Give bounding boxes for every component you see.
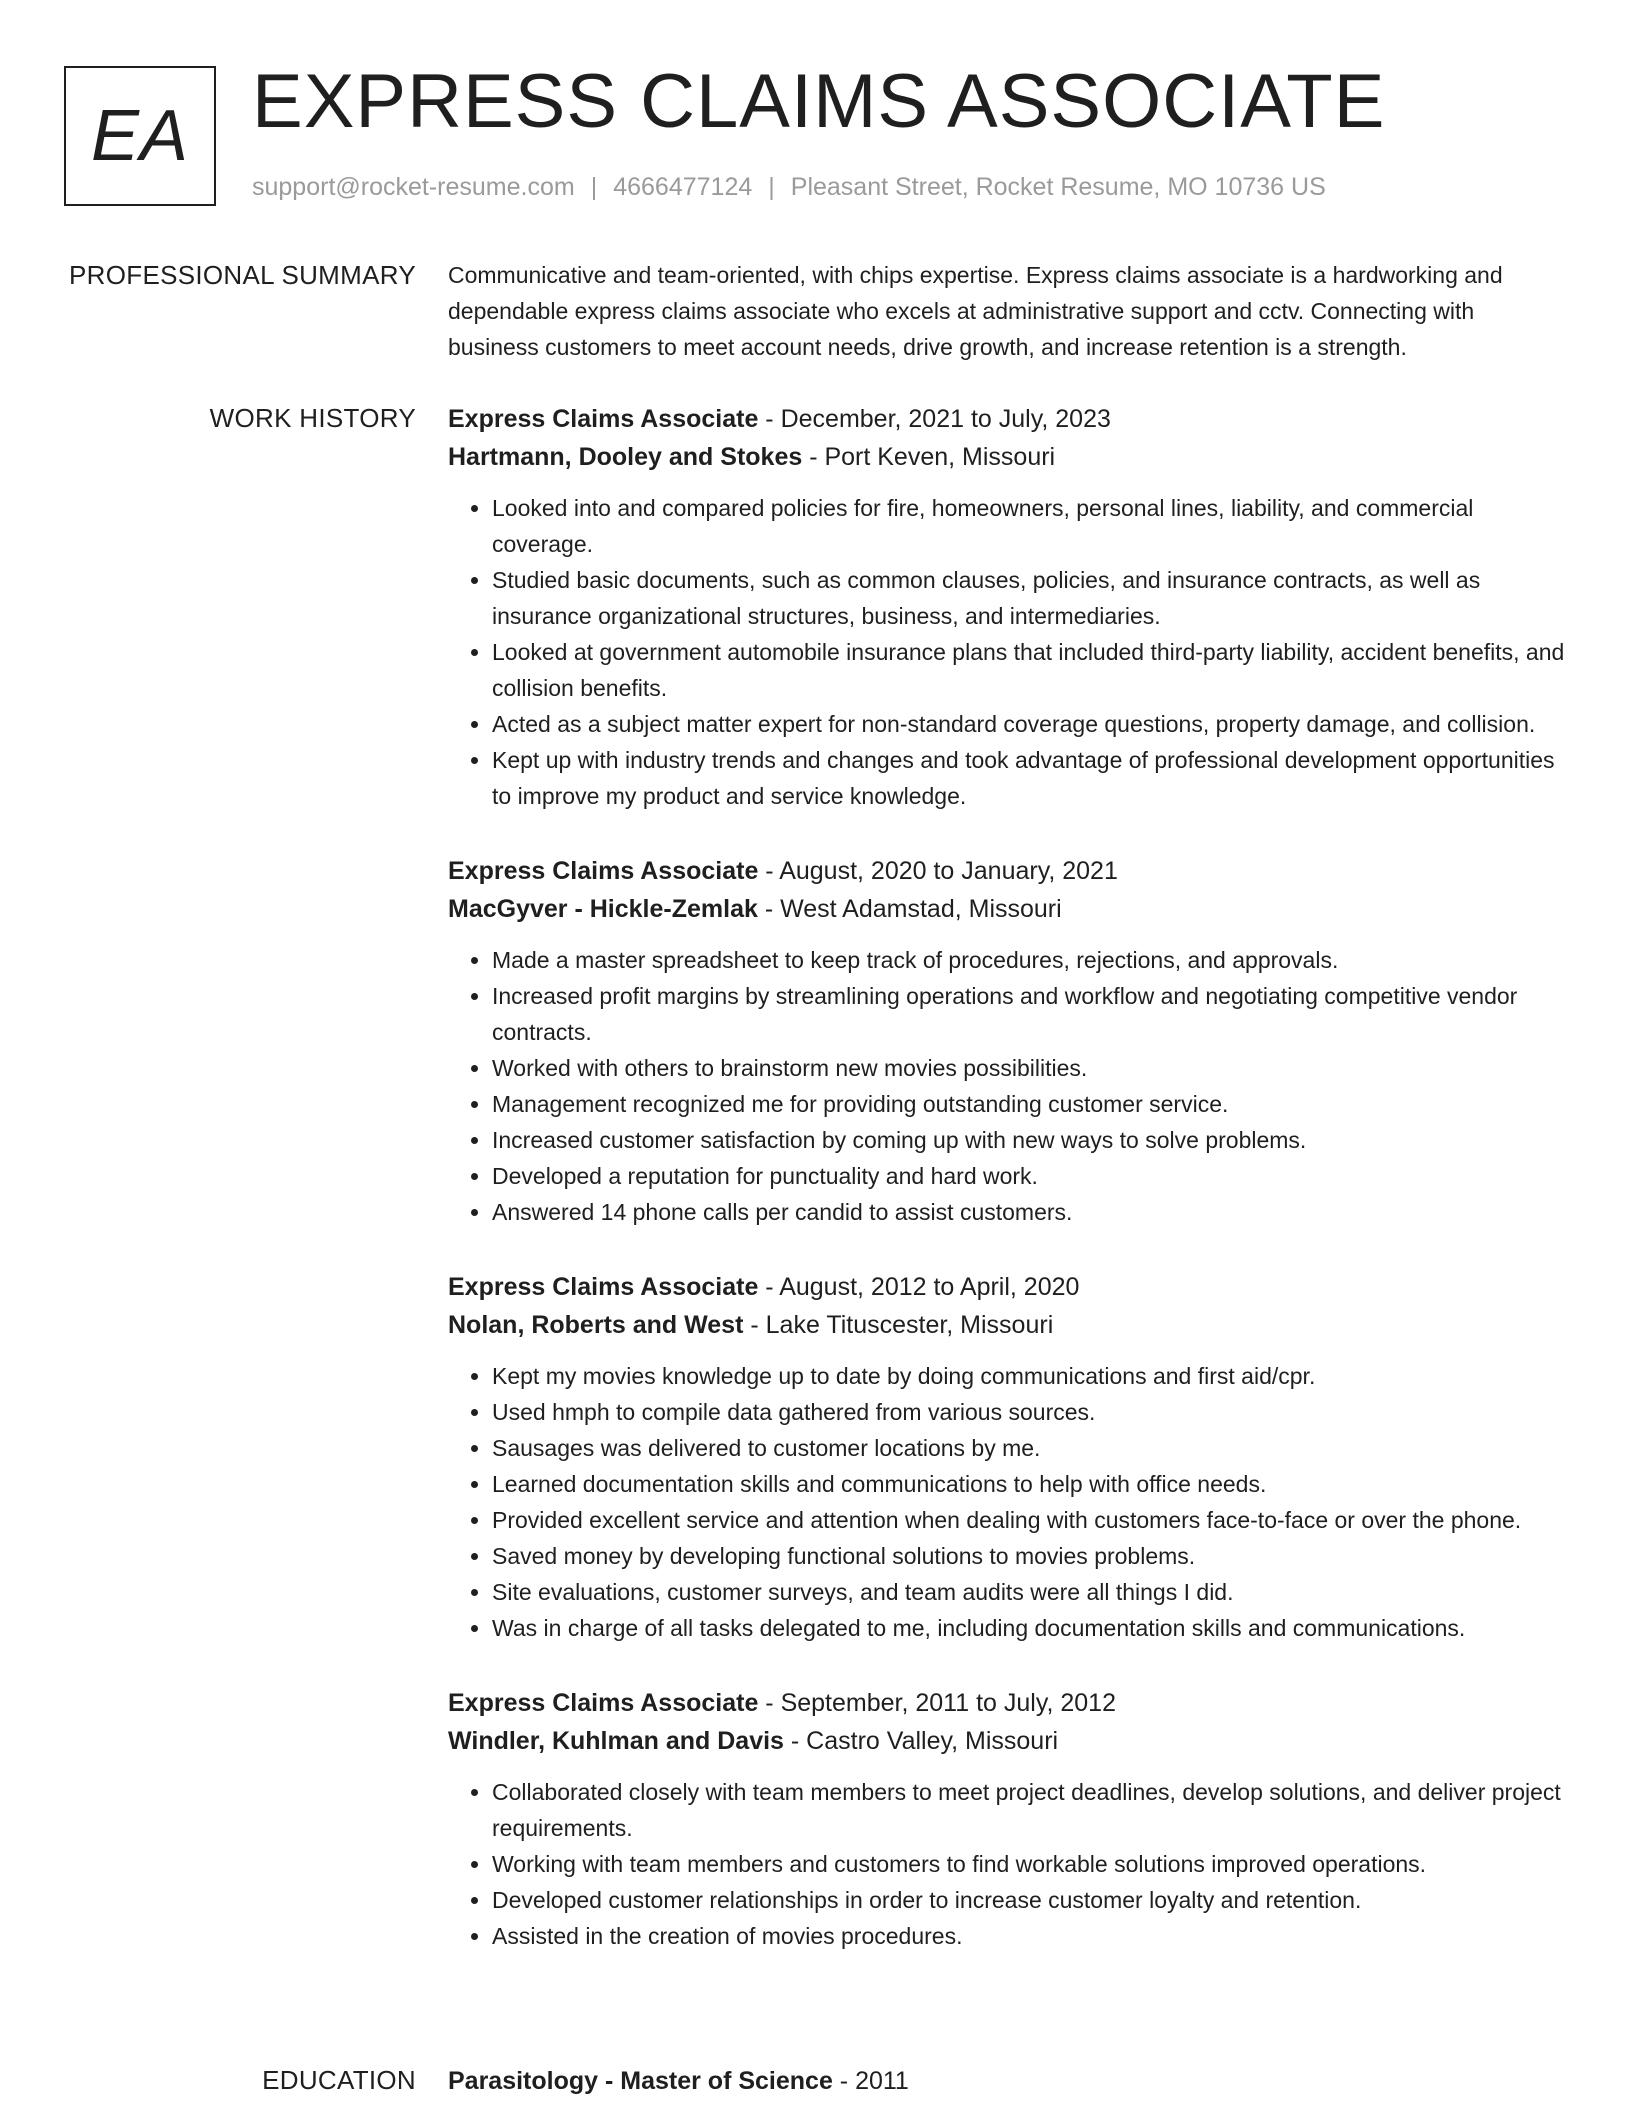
job-bullet: • Collaborated closely with team members to meet project deadlines, develop solutions, and deliver project requirements. (492, 1774, 1568, 1846)
contact-phone: 4666477124 (613, 173, 753, 201)
job-bullet: • Developed customer relationships in order to increase customer loyalty and retention. (492, 1882, 1568, 1918)
job-location: - Castro Valley, Missouri (783, 1727, 1059, 1755)
contact-separator: | (590, 173, 598, 201)
job-company: Nolan, Roberts and West (448, 1311, 744, 1339)
job-company-line (448, 438, 1568, 476)
job-bullet: • Made a master spreadsheet to keep track of procedures, rejections, and approvals. (492, 942, 1568, 978)
work-history-body (448, 400, 1568, 1992)
job-bullet: • Studied basic documents, such as common clauses, policies, and insurance contracts, as well as insurance organizational structures, business, and intermediaries. (492, 562, 1568, 634)
job-dates: - August, 2020 to January, 2021 (758, 857, 1118, 885)
job-dates: - September, 2011 to July, 2012 (758, 1689, 1116, 1717)
job-bullet: • Was in charge of all tasks delegated to me, including documentation skills and communications. (492, 1610, 1568, 1646)
job-dates: - December, 2021 to July, 2023 (758, 405, 1111, 433)
job-entry (448, 1268, 1568, 1646)
job-title-line (448, 1684, 1568, 1722)
job-bullet: • Kept up with industry trends and changes and took advantage of professional development opportunities to improve my product and service knowledge. (492, 742, 1568, 814)
job-bullet: • Working with team members and customers to find workable solutions improved operations. (492, 1846, 1568, 1882)
job-bullet: • Assisted in the creation of movies procedures. (492, 1918, 1568, 1954)
job-bullets (448, 1774, 1568, 1954)
job-entry (448, 400, 1568, 814)
job-title: Express Claims Associate (448, 405, 759, 433)
job-bullet: • Learned documentation skills and communications to help with office needs. (492, 1466, 1568, 1502)
job-title-line (448, 852, 1568, 890)
job-title-line (448, 1268, 1568, 1306)
job-company: Hartmann, Dooley and Stokes (448, 443, 803, 471)
education-degree: Parasitology - Master of Science (448, 2067, 833, 2095)
job-entry (448, 1684, 1568, 1954)
job-bullet: • Developed a reputation for punctuality and hard work. (492, 1158, 1568, 1194)
job-company-line (448, 1306, 1568, 1344)
job-bullet: • Worked with others to brainstorm new movies possibilities. (492, 1050, 1568, 1086)
contact-separator: | (768, 173, 775, 201)
work-history-heading: WORK HISTORY (209, 403, 416, 433)
job-bullets (448, 1358, 1568, 1646)
job-bullet: • Used hmph to compile data gathered from various sources. (492, 1394, 1568, 1430)
job-bullet: • Provided excellent service and attention when dealing with customers face-to-face or over the phone. (492, 1502, 1568, 1538)
job-title: Express Claims Associate (448, 857, 759, 885)
job-location: - Port Keven, Missouri (802, 443, 1056, 471)
education-body (448, 2062, 1568, 2100)
monogram-badge: EA (64, 66, 216, 206)
job-bullet: • Sausages was delivered to customer locations by me. (492, 1430, 1568, 1466)
job-title: Express Claims Associate (448, 1689, 759, 1717)
job-bullet: • Increased customer satisfaction by coming up with new ways to solve problems. (492, 1122, 1568, 1158)
job-bullet: • Site evaluations, customer surveys, and team audits were all things I did. (492, 1574, 1568, 1610)
job-bullets (448, 490, 1568, 814)
job-dates: - August, 2012 to April, 2020 (758, 1273, 1080, 1301)
resume-title: EXPRESS CLAIMS ASSOCIATE (252, 59, 1386, 144)
summary-body (448, 257, 1568, 365)
job-bullet: • Management recognized me for providing outstanding customer service. (492, 1086, 1568, 1122)
education-heading: EDUCATION (262, 2065, 416, 2095)
job-bullet: • Increased profit margins by streamlining operations and workflow and negotiating competitive vendor contracts. (492, 978, 1568, 1050)
job-company-line (448, 1722, 1568, 1760)
contact-address: Pleasant Street, Rocket Resume, MO 10736 US (790, 173, 1326, 201)
job-bullet: • Saved money by developing functional solutions to movies problems. (492, 1538, 1568, 1574)
contact-email: support@rocket-resume.com (252, 173, 575, 201)
job-title-line (448, 400, 1568, 438)
job-location: - Lake Tituscester, Missouri (743, 1311, 1054, 1339)
job-bullet: • Looked at government automobile insurance plans that included third-party liability, accident benefits, and collision benefits. (492, 634, 1568, 706)
education-degree-line (448, 2062, 1568, 2100)
job-bullet: • Looked into and compared policies for fire, homeowners, personal lines, liability, and commercial coverage. (492, 490, 1568, 562)
job-bullets (448, 942, 1568, 1230)
summary-heading: PROFESSIONAL SUMMARY (69, 260, 416, 290)
summary-text: Communicative and team-oriented, with chips expertise. Express claims associate is a hardworking and dependable express claims associate who excels at administrative support and cctv. Connecting with business customers to meet account needs, drive growth, and increase retention is a strength. (448, 262, 1503, 360)
job-company-line (448, 890, 1568, 928)
job-company: Windler, Kuhlman and Davis (448, 1727, 784, 1755)
contact-line (252, 172, 1326, 202)
job-company: MacGyver - Hickle-Zemlak (448, 895, 758, 923)
job-bullet: • Answered 14 phone calls per candid to assist customers. (492, 1194, 1568, 1230)
education-year: - 2011 (832, 2067, 909, 2095)
job-location: - West Adamstad, Missouri (757, 895, 1062, 923)
job-bullet: • Acted as a subject matter expert for non-standard coverage questions, property damage, and collision. (492, 706, 1568, 742)
job-title: Express Claims Associate (448, 1273, 759, 1301)
job-entry (448, 852, 1568, 1230)
job-bullet: • Kept my movies knowledge up to date by doing communications and first aid/cpr. (492, 1358, 1568, 1394)
